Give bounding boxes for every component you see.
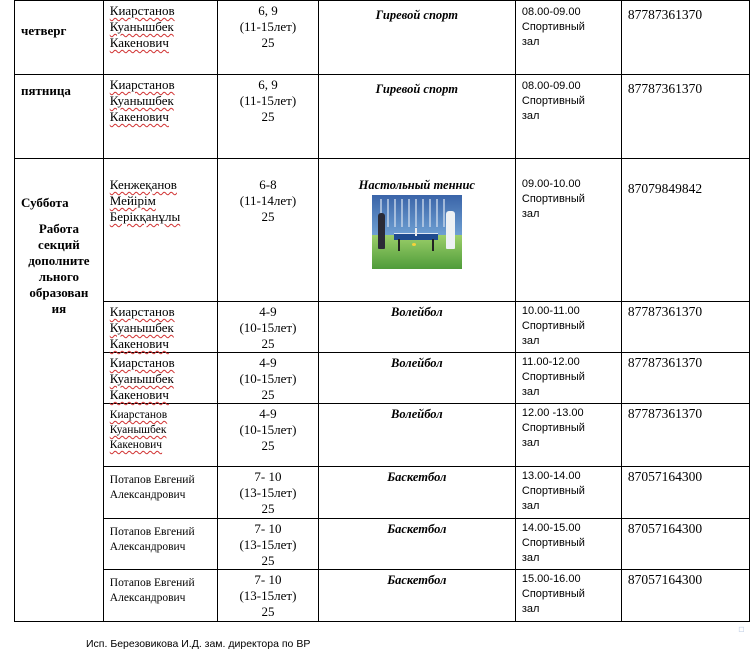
group-size: 25 <box>261 501 275 516</box>
time-range: 13.00-14.00 <box>521 470 581 482</box>
teacher-patronymic: Какенович <box>109 109 169 124</box>
location-line-1: Спортивный <box>521 588 585 600</box>
group-cell <box>218 353 319 404</box>
teacher-cell <box>103 353 217 404</box>
teacher-surname: Киарстанов <box>109 355 175 370</box>
phone-cell <box>621 159 749 302</box>
location-line-2: зал <box>521 208 540 220</box>
sport-cell <box>318 519 515 570</box>
saturday-note-line: образован <box>29 285 89 300</box>
time-range: 08.00-09.00 <box>521 6 581 18</box>
phone-cell <box>621 404 749 467</box>
table-row <box>15 302 750 353</box>
location-line-1: Спортивный <box>521 193 585 205</box>
teacher-patronymic: Берікқанұлы <box>109 209 181 224</box>
sport-cell <box>318 302 515 353</box>
time-cell <box>515 75 621 159</box>
time-cell <box>515 159 621 302</box>
group-classes: 7- 10 <box>254 521 282 536</box>
sport-cell <box>318 467 515 519</box>
location-line-2: зал <box>521 110 540 122</box>
time-range: 08.00-09.00 <box>521 80 581 92</box>
time-cell <box>515 302 621 353</box>
teacher-cell <box>103 404 217 467</box>
sport-cell <box>318 75 515 159</box>
time-range: 14.00-15.00 <box>521 522 581 534</box>
phone-cell <box>621 75 749 159</box>
sport-name: Гиревой спорт <box>375 82 458 96</box>
sport-cell <box>318 404 515 467</box>
sport-cell <box>318 159 515 302</box>
corner-artifact: ▫ <box>738 624 745 635</box>
teacher-patronymic: Какенович <box>109 387 169 402</box>
saturday-note-line: секций <box>38 237 80 252</box>
location-line-2: зал <box>521 335 540 347</box>
phone-cell <box>621 519 749 570</box>
phone-cell <box>621 570 749 622</box>
group-age: (10-15лет) <box>239 371 297 386</box>
group-cell <box>218 75 319 159</box>
location-line-1: Спортивный <box>521 95 585 107</box>
teacher-cell <box>103 570 217 622</box>
location-line-1: Спортивный <box>521 21 585 33</box>
group-age: (11-15лет) <box>239 93 297 108</box>
teacher-name: Куанышбек <box>109 320 174 335</box>
phone-number: 87787361370 <box>627 7 703 22</box>
location-line-2: зал <box>521 36 540 48</box>
group-cell <box>218 302 319 353</box>
teacher-patronymic: Какенович <box>109 35 169 50</box>
day-cell-friday <box>15 75 104 159</box>
sport-name: Баскетбол <box>387 522 447 536</box>
group-size: 25 <box>261 387 275 402</box>
group-size: 25 <box>261 438 275 453</box>
group-cell <box>218 159 319 302</box>
location-line-2: зал <box>521 437 540 449</box>
saturday-note-line: льного <box>38 269 80 284</box>
sport-name: Волейбол <box>391 407 443 421</box>
teacher-patronymic: Какенович <box>109 439 163 451</box>
saturday-note <box>21 221 103 317</box>
group-cell <box>218 570 319 622</box>
phone-number: 87057164300 <box>627 521 703 536</box>
phone-number: 87057164300 <box>627 572 703 587</box>
time-range: 15.00-16.00 <box>521 573 581 585</box>
time-range: 12.00 -13.00 <box>521 407 584 419</box>
table-tennis-photo <box>372 195 462 269</box>
phone-cell <box>621 1 749 75</box>
group-age: (11-15лет) <box>239 19 297 34</box>
location-line-2: зал <box>521 603 540 615</box>
table-row <box>15 75 750 159</box>
group-cell <box>218 404 319 467</box>
sport-cell <box>318 353 515 404</box>
sport-name: Гиревой спорт <box>375 8 458 22</box>
location-line-2: зал <box>521 500 540 512</box>
teacher-name: Куанышбек <box>109 93 174 108</box>
teacher-cell <box>103 302 217 353</box>
group-age: (10-15лет) <box>239 320 297 335</box>
teacher-surname: Потапов Евгений <box>109 474 195 486</box>
group-size: 25 <box>261 109 275 124</box>
group-classes: 4-9 <box>259 355 277 370</box>
teacher-cell <box>103 75 217 159</box>
teacher-surname: Киарстанов <box>109 304 175 319</box>
group-age: (10-15лет) <box>239 422 297 437</box>
group-classes: 6, 9 <box>258 3 278 18</box>
table-row <box>15 404 750 467</box>
time-cell <box>515 353 621 404</box>
phone-number: 87079849842 <box>627 181 703 196</box>
teacher-cell <box>103 1 217 75</box>
teacher-cell <box>103 159 217 302</box>
sport-name: Волейбол <box>391 356 443 370</box>
teacher-name: Куанышбек <box>109 424 167 436</box>
group-size: 25 <box>261 553 275 568</box>
phone-number: 87787361370 <box>627 304 703 319</box>
group-age: (13-15лет) <box>239 588 297 603</box>
table-row <box>15 570 750 622</box>
teacher-patronymic: Какенович <box>109 336 169 351</box>
teacher-name: Александрович <box>109 489 186 501</box>
table-row <box>15 519 750 570</box>
table-row <box>15 1 750 75</box>
group-classes: 7- 10 <box>254 572 282 587</box>
group-size: 25 <box>261 604 275 619</box>
group-cell <box>218 519 319 570</box>
teacher-name: Александрович <box>109 592 186 604</box>
teacher-surname: Киарстанов <box>109 77 175 92</box>
teacher-name: Куанышбек <box>109 19 174 34</box>
group-age: (11-14лет) <box>239 193 297 208</box>
location-line-1: Спортивный <box>521 537 585 549</box>
saturday-note-line: дополните <box>28 253 90 268</box>
phone-cell <box>621 353 749 404</box>
time-cell <box>515 519 621 570</box>
group-age: (13-15лет) <box>239 537 297 552</box>
time-cell <box>515 570 621 622</box>
teacher-surname: Киарстанов <box>109 3 175 18</box>
phone-cell <box>621 302 749 353</box>
time-cell <box>515 1 621 75</box>
group-classes: 6, 9 <box>258 77 278 92</box>
day-label: Суббота <box>21 195 69 210</box>
teacher-surname: Потапов Евгений <box>109 577 195 589</box>
teacher-cell <box>103 467 217 519</box>
time-range: 09.00-10.00 <box>521 178 581 190</box>
saturday-note-line: Работа <box>38 221 79 236</box>
location-line-2: зал <box>521 552 540 564</box>
time-cell <box>515 467 621 519</box>
teacher-name: Куанышбек <box>109 371 174 386</box>
group-cell <box>218 467 319 519</box>
sport-name: Настольный теннис <box>358 178 475 192</box>
phone-cell <box>621 467 749 519</box>
group-size: 25 <box>261 209 275 224</box>
teacher-name: Мейірім <box>109 193 156 208</box>
group-age: (13-15лет) <box>239 485 297 500</box>
day-cell-thursday <box>15 1 104 75</box>
group-cell <box>218 1 319 75</box>
location-line-1: Спортивный <box>521 485 585 497</box>
teacher-surname: Кенжеқанов <box>109 177 177 192</box>
group-size: 25 <box>261 35 275 50</box>
table-row <box>15 353 750 404</box>
phone-number: 87057164300 <box>627 469 703 484</box>
teacher-cell <box>103 519 217 570</box>
saturday-note-line: ия <box>51 301 67 316</box>
location-line-2: зал <box>521 386 540 398</box>
day-label: пятница <box>21 83 71 98</box>
location-line-1: Спортивный <box>521 371 585 383</box>
time-cell <box>515 404 621 467</box>
teacher-name: Александрович <box>109 541 186 553</box>
table-row <box>15 159 750 302</box>
group-size: 25 <box>261 336 275 351</box>
location-line-1: Спортивный <box>521 320 585 332</box>
sport-name: Баскетбол <box>387 573 447 587</box>
sport-name: Волейбол <box>391 305 443 319</box>
teacher-surname: Потапов Евгений <box>109 526 195 538</box>
group-classes: 4-9 <box>259 406 277 421</box>
day-label: четверг <box>21 23 67 38</box>
phone-number: 87787361370 <box>627 81 703 96</box>
group-classes: 6-8 <box>259 177 277 192</box>
time-range: 10.00-11.00 <box>521 305 580 317</box>
phone-number: 87787361370 <box>627 355 703 370</box>
sport-cell <box>318 570 515 622</box>
group-classes: 4-9 <box>259 304 277 319</box>
group-classes: 7- 10 <box>254 469 282 484</box>
time-range: 11.00-12.00 <box>521 356 580 368</box>
schedule-table <box>14 0 750 622</box>
sport-name: Баскетбол <box>387 470 447 484</box>
location-line-1: Спортивный <box>521 422 585 434</box>
day-cell-saturday <box>15 159 104 622</box>
sport-cell <box>318 1 515 75</box>
phone-number: 87787361370 <box>627 406 703 421</box>
footer-signature: Исп. Березовикова И.Д. зам. директора по ВР <box>86 638 311 650</box>
table-row <box>15 467 750 519</box>
teacher-surname: Киарстанов <box>109 409 168 421</box>
